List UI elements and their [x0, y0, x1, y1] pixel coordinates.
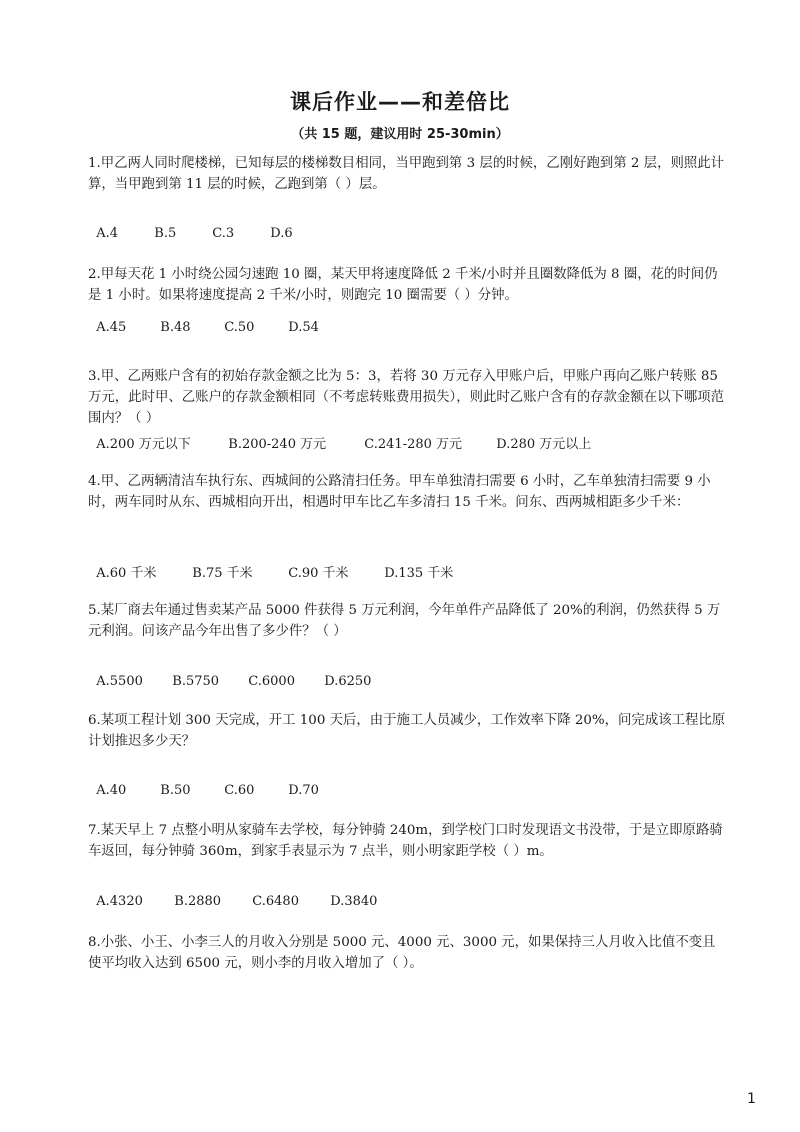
- question-7-text: 7.某天早上 7 点整小明从家骑车去学校，每分钟骑 240m，到学校门口时发现语文书没带，于是立即原路骑车返回，每分钟骑 360m，到家手表显示为 7 点半，则小明家距学校（ ）m。: [88, 823, 723, 859]
- question-4-option-a: A.60 千米: [96, 566, 157, 581]
- document-title: 课后作业——和差倍比: [290, 90, 510, 114]
- question-2-option-d: D.54: [288, 320, 319, 335]
- question-2-option-a: A.45: [96, 320, 127, 335]
- question-6-options: [88, 768, 319, 798]
- question-4-options: [88, 547, 453, 581]
- document-subtitle: （共 15 题，建议用时 25-30min）: [291, 127, 509, 142]
- question-5-option-b: B.5750: [172, 674, 220, 689]
- question-5-option-c: C.6000: [248, 674, 295, 689]
- question-4-option-b: B.75 千米: [192, 566, 253, 581]
- question-3-text: 3.甲、乙两账户含有的初始存款金额之比为 5：3，若将 30 万元存入甲账户后，甲账户再向乙账户转账 85 万元，此时甲、乙账户的存款金额相同（不考虑转账费用损失），则此时乙账户含有的存款金额在以下哪项范围内？（ ）: [88, 369, 725, 426]
- question-1-option-b: B.5: [154, 226, 177, 241]
- question-7-option-d: D.3840: [330, 894, 378, 909]
- question-4-option-d: D.135 千米: [384, 566, 454, 581]
- question-3-option-d: D.280 万元以上: [496, 437, 592, 452]
- page-number: 1: [747, 1091, 756, 1107]
- question-6-option-b: B.50: [160, 783, 191, 798]
- question-3-option-b: B.200-240 万元: [228, 437, 327, 452]
- question-8-text: 8.小张、小王、小李三人的月收入分别是 5000 元、4000 元、3000 元，如果保持三人月收入比值不变且使平均收入达到 6500 元，则小李的月收入增加了（ ）。: [88, 935, 716, 971]
- question-7-option-b: B.2880: [174, 894, 222, 909]
- question-5-option-d: D.6250: [324, 674, 372, 689]
- question-2-option-b: B.48: [160, 320, 191, 335]
- question-5-option-a: A.5500: [96, 674, 143, 689]
- question-2-option-c: C.50: [224, 320, 255, 335]
- question-3-option-c: C.241-280 万元: [364, 437, 463, 452]
- question-3-options: [88, 418, 591, 452]
- question-1-option-c: C.3: [212, 226, 235, 241]
- question-7-option-a: A.4320: [96, 894, 143, 909]
- question-5-text: 5.某厂商去年通过售卖某产品 5000 件获得 5 万元利润，今年单件产品降低了 20%的利润，仍然获得 5 万元利润。问该产品今年出售了多少件？（ ）: [88, 603, 721, 639]
- question-7-option-c: C.6480: [252, 894, 299, 909]
- question-1-option-a: A.4: [96, 226, 119, 241]
- question-4-text: 4.甲、乙两辆清洁车执行东、西城间的公路清扫任务。甲车单独清扫需要 6 小时，乙车单独清扫需要 9 小时，两车同时从东、西城相向开出，相遇时甲车比乙车多清扫 15 千米。问东、西两城相距多少千米：: [88, 474, 711, 510]
- question-6-option-a: A.40: [96, 783, 127, 798]
- question-6-text: 6.某项工程计划 300 天完成，开工 100 天后，由于施工人员减少，工作效率下降 20%，问完成该工程比原计划推迟多少天？: [88, 713, 726, 749]
- question-6-option-d: D.70: [288, 783, 319, 798]
- question-1-options: [88, 211, 293, 241]
- question-2-options: [88, 305, 319, 335]
- question-1-text: 1.甲乙两人同时爬楼梯，已知每层的楼梯数目相同，当甲跑到第 3 层的时候，乙刚好跑到第 2 层，则照此计算，当甲跑到第 11 层的时候，乙跑到第（ ）层。: [88, 156, 725, 192]
- question-4-option-c: C.90 千米: [288, 566, 349, 581]
- question-5-options: [88, 659, 371, 689]
- question-3-option-a: A.200 万元以下: [96, 437, 191, 452]
- question-2-text: 2.甲每天花 1 小时绕公园匀速跑 10 圈，某天甲将速度降低 2 千米/小时并且圈数降低为 8 圈，花的时间仍是 1 小时。如果将速度提高 2 千米/小时，则跑完 10 圈需要（ ）分钟。: [88, 267, 718, 303]
- question-1-option-d: D.6: [270, 226, 293, 241]
- question-6-option-c: C.60: [224, 783, 255, 798]
- question-7-options: [88, 879, 377, 909]
